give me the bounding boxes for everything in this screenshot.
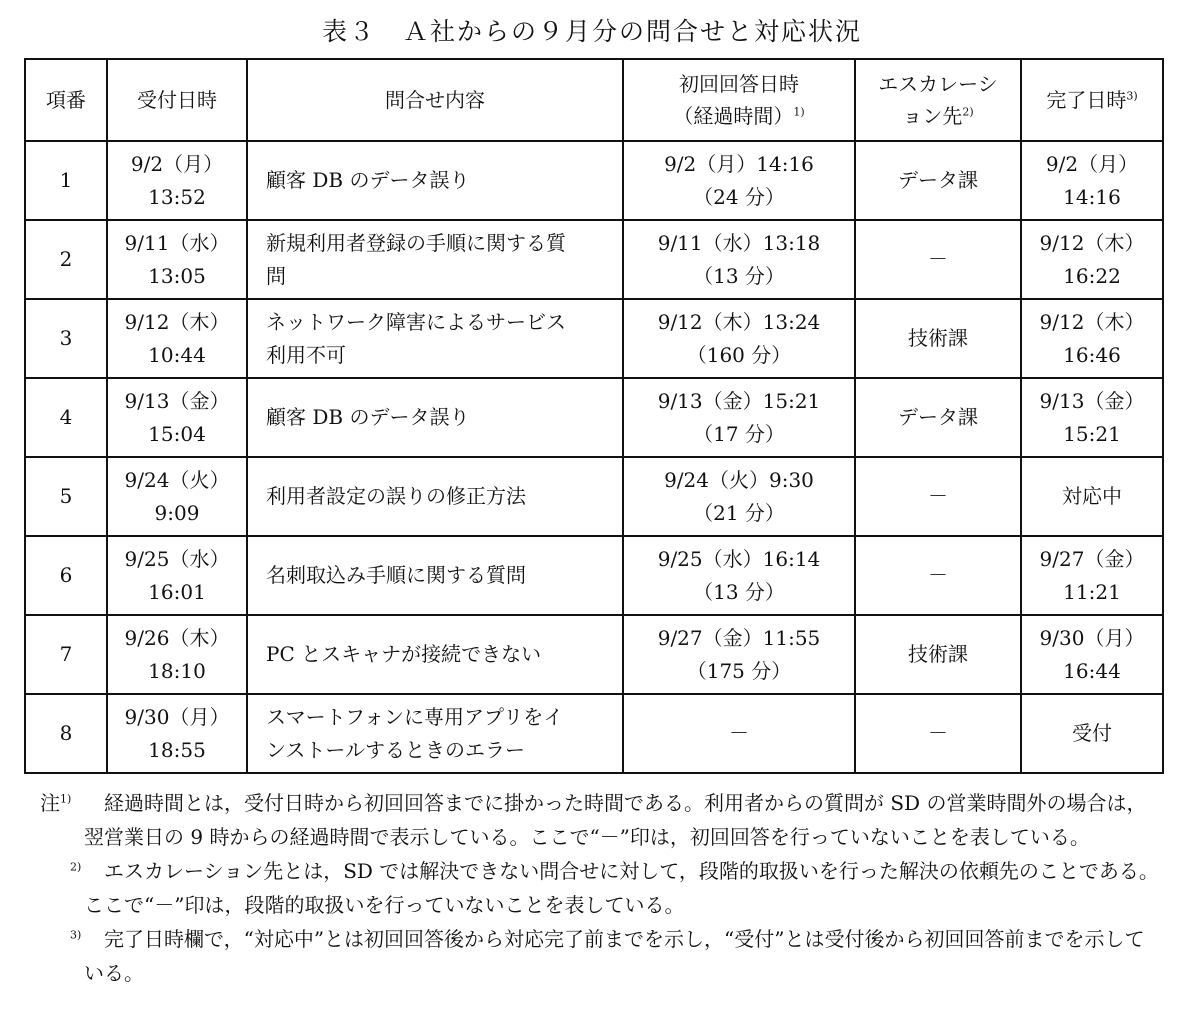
footnote-mark: 2) (962, 105, 974, 119)
cell-content: ネットワーク障害によるサービス 利用不可 (247, 299, 623, 378)
cell-completed: 9/13（金） 15:21 (1021, 378, 1163, 457)
footnote-2 (40, 854, 1160, 922)
header-received: 受付日時 (107, 59, 247, 141)
cell-content: 新規利用者登録の手順に関する質 問 (247, 220, 623, 299)
cell-escalation: 技術課 (855, 299, 1021, 378)
cell-completed: 9/27（金） 11:21 (1021, 536, 1163, 615)
footnote-marker: 3) (70, 928, 82, 942)
cell-escalation: 技術課 (855, 615, 1021, 694)
cell-received: 9/13（金） 15:04 (107, 378, 247, 457)
inquiry-table (24, 58, 1164, 774)
cell-completed: 9/12（木） 16:46 (1021, 299, 1163, 378)
table-row (25, 141, 1163, 220)
footnote-marker: 注$^{1)}$ (40, 791, 72, 815)
header-first-response: 初回回答日時 （経過時間）$^{1)}$ (623, 59, 855, 141)
header-no: 項番 (25, 59, 107, 141)
cell-escalation: － (855, 220, 1021, 299)
cell-no: 6 (25, 536, 107, 615)
cell-escalation: － (855, 694, 1021, 773)
footnote-text: 完了日時欄で，“対応中”とは初回回答後から対応完了前までを示し，“受付”とは受付後から初回回答前までを示している。 (84, 927, 1145, 985)
cell-received: 9/11（水） 13:05 (107, 220, 247, 299)
cell-no: 5 (25, 457, 107, 536)
cell-first-response: 9/25（水）16:14 （13 分） (623, 536, 855, 615)
footnote-marker: 2) (70, 860, 82, 874)
cell-content: 顧客 DB のデータ誤り (247, 141, 623, 220)
header-escalation: エスカレーシ ョン先$^{2)}$ (855, 59, 1021, 141)
footnote-text: エスカレーション先とは，SD では解決できない問合せに対して，段階的取扱いを行った解決の依頼先のことである。ここで“－”印は，段階的取扱いを行っていないことを表している。 (84, 859, 1159, 917)
header-content: 問合せ内容 (247, 59, 623, 141)
cell-received: 9/24（火） 9:09 (107, 457, 247, 536)
cell-received: 9/12（木） 10:44 (107, 299, 247, 378)
footnote-1 (40, 786, 1160, 854)
cell-first-response: － (623, 694, 855, 773)
cell-first-response: 9/27（金）11:55 （175 分） (623, 615, 855, 694)
cell-no: 4 (25, 378, 107, 457)
table-row (25, 694, 1163, 773)
cell-completed: 9/2（月） 14:16 (1021, 141, 1163, 220)
cell-escalation: － (855, 536, 1021, 615)
cell-no: 1 (25, 141, 107, 220)
cell-escalation: データ課 (855, 141, 1021, 220)
cell-received: 9/2（月） 13:52 (107, 141, 247, 220)
cell-no: 3 (25, 299, 107, 378)
table-row (25, 220, 1163, 299)
cell-first-response: 9/24（火）9:30 （21 分） (623, 457, 855, 536)
cell-received: 9/30（月） 18:55 (107, 694, 247, 773)
cell-content: 利用者設定の誤りの修正方法 (247, 457, 623, 536)
footnote-3 (40, 922, 1160, 990)
cell-content: 名刺取込み手順に関する質問 (247, 536, 623, 615)
cell-content: PC とスキャナが接続できない (247, 615, 623, 694)
cell-completed: 9/12（木） 16:22 (1021, 220, 1163, 299)
footnotes (40, 786, 1160, 990)
cell-received: 9/25（水） 16:01 (107, 536, 247, 615)
table-row (25, 299, 1163, 378)
cell-first-response: 9/12（木）13:24 （160 分） (623, 299, 855, 378)
cell-first-response: 9/2（月）14:16 （24 分） (623, 141, 855, 220)
cell-first-response: 9/11（水）13:18 （13 分） (623, 220, 855, 299)
cell-escalation: データ課 (855, 378, 1021, 457)
cell-content: スマートフォンに専用アプリをイ ンストールするときのエラー (247, 694, 623, 773)
table-title: 表３ Ａ社からの９月分の問合せと対応状況 (321, 17, 862, 46)
cell-no: 7 (25, 615, 107, 694)
cell-first-response: 9/13（金）15:21 （17 分） (623, 378, 855, 457)
header-row (25, 59, 1163, 141)
cell-completed: 受付 (1021, 694, 1163, 773)
cell-completed: 9/30（月） 16:44 (1021, 615, 1163, 694)
table-row (25, 457, 1163, 536)
cell-escalation: － (855, 457, 1021, 536)
cell-no: 2 (25, 220, 107, 299)
table-row (25, 378, 1163, 457)
cell-no: 8 (25, 694, 107, 773)
header-completed: 完了日時$^{3)}$ (1021, 59, 1163, 141)
footnote-mark: 1) (793, 105, 805, 119)
cell-received: 9/26（木） 18:10 (107, 615, 247, 694)
cell-completed: 対応中 (1021, 457, 1163, 536)
cell-content: 顧客 DB のデータ誤り (247, 378, 623, 457)
table-row (25, 536, 1163, 615)
footnote-text: 経過時間とは，受付日時から初回回答までに掛かった時間である。利用者からの質問が SD の営業時間外の場合は，翌営業日の 9 時からの経過時間で表示している。ここで“－”印は，初回回答を行っていないことを表している。 (84, 791, 1147, 849)
table-row (25, 615, 1163, 694)
footnote-mark: 3) (1126, 89, 1138, 103)
